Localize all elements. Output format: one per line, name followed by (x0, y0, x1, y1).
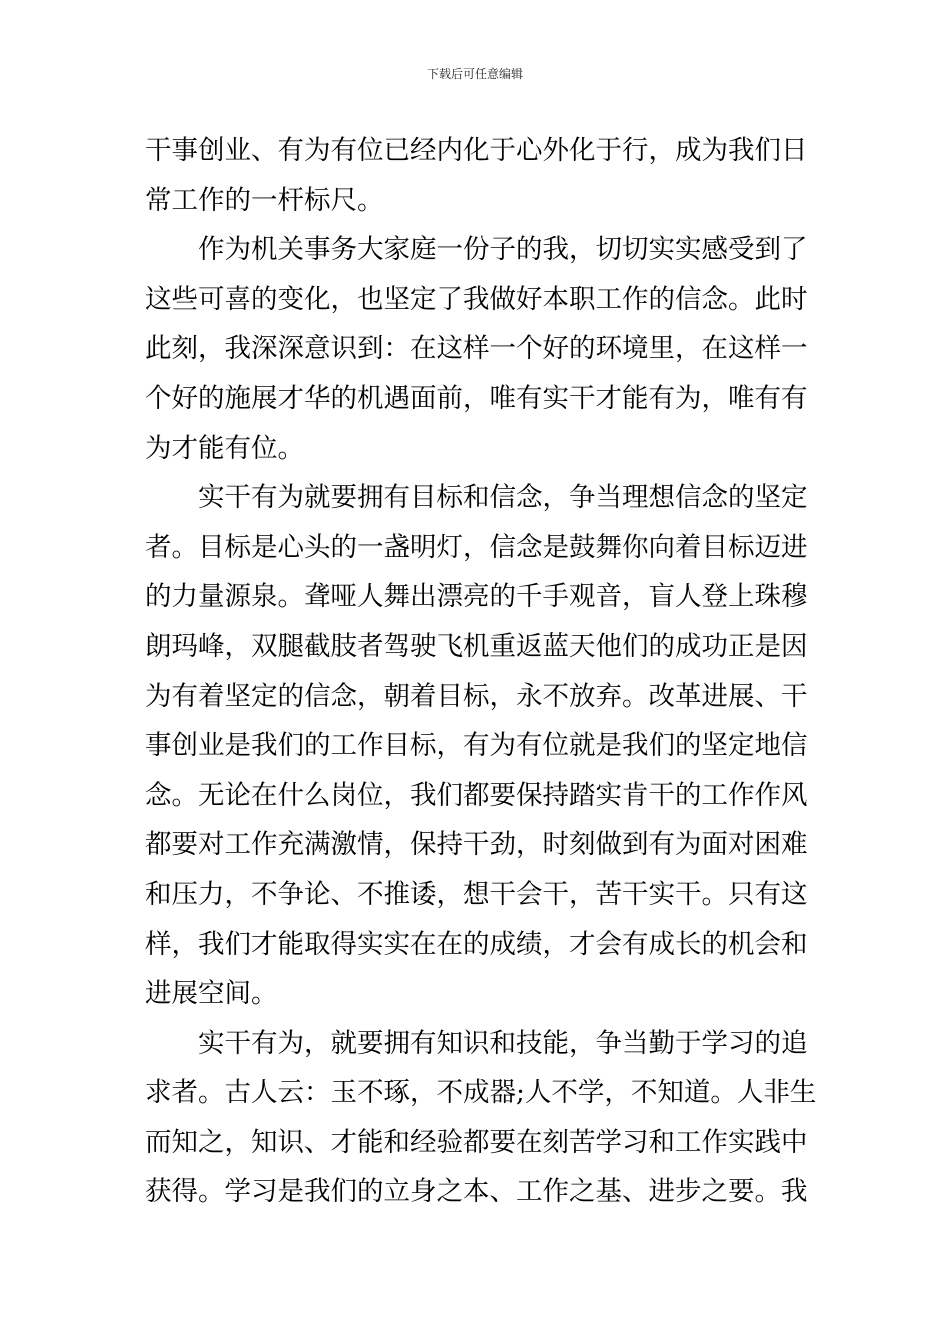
text-line: 事创业是我们的工作目标，有为有位就是我们的坚定地信 (145, 730, 808, 762)
text-line: 的力量源泉。聋哑人舞出漂亮的千手观音，盲人登上珠穆 (145, 581, 808, 613)
text-line: 样，我们才能取得实实在在的成绩，才会有成长的机会和 (145, 928, 808, 960)
text-line: 和压力，不争论、不推诿，想干会干，苦干实干。只有这 (145, 878, 808, 910)
text-line: 此刻，我深深意识到：在这样一个好的环境里，在这样一 (145, 333, 808, 365)
body-text (145, 126, 817, 1217)
text-line: 都要对工作充满激情，保持干劲，时刻做到有为面对困难 (145, 829, 808, 861)
text-line: 个好的施展才华的机遇面前，唯有实干才能有为，唯有有 (145, 382, 808, 414)
text-line: 实干有为就要拥有目标和信念，争当理想信念的坚定 (145, 482, 808, 514)
text-line: 而知之，知识、才能和经验都要在刻苦学习和工作实践中 (145, 1126, 808, 1158)
text-line: 者。目标是心头的一盏明灯，信念是鼓舞你向着目标迈进 (145, 531, 808, 563)
text-line: 干事创业、有为有位已经内化于心外化于行，成为我们日 (145, 135, 808, 166)
text-line: 实干有为，就要拥有知识和技能，争当勤于学习的追 (145, 1027, 808, 1059)
text-line: 念。无论在什么岗位，我们都要保持踏实肯干的工作作风 (145, 779, 808, 811)
text-line: 求者。古人云：玉不琢，不成器;人不学，不知道。人非生 (145, 1077, 817, 1109)
text-line: 进展空间。 (145, 978, 278, 1010)
text-line: 作为机关事务大家庭一份子的我，切切实实感受到了 (145, 234, 808, 266)
text-line: 为有着坚定的信念，朝着目标，永不放弃。改革进展、干 (145, 680, 808, 712)
page-header: 下载后可任意编辑 (426, 67, 523, 81)
text-line: 为才能有位。 (145, 432, 304, 464)
text-line: 常工作的一杆标尺。 (145, 184, 384, 216)
text-line: 获得。学习是我们的立身之本、工作之基、进步之要。我 (145, 1176, 808, 1208)
text-line: 这些可喜的变化，也坚定了我做好本职工作的信念。此时 (145, 283, 808, 315)
text-line: 朗玛峰，双腿截肢者驾驶飞机重返蓝天他们的成功正是因 (145, 630, 808, 662)
